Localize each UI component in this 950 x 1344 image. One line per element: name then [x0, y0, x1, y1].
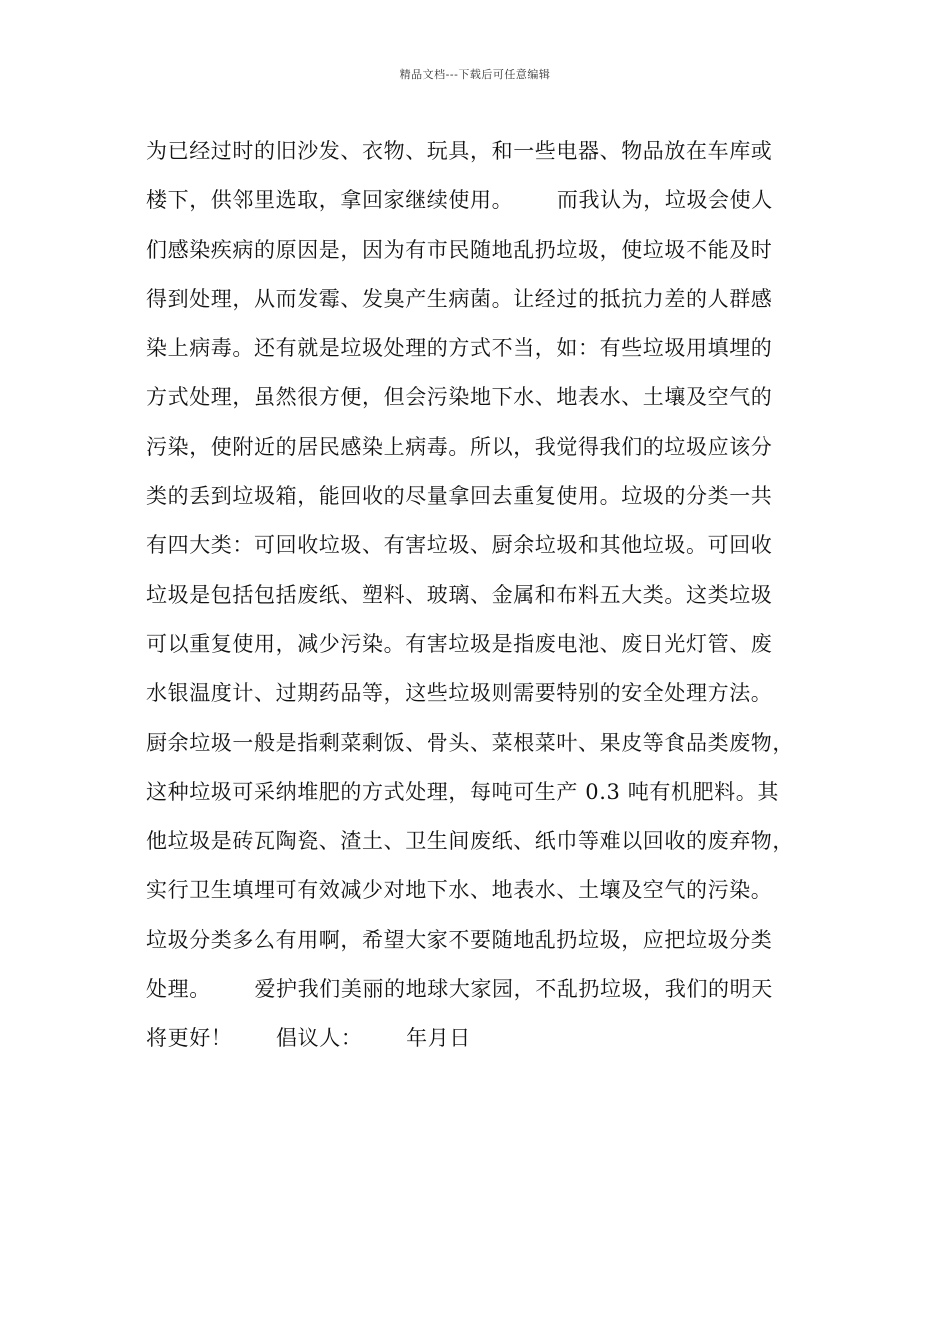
body-text: [146, 131, 846, 1068]
text-line: 他垃圾是砖瓦陶瓷、渣土、卫生间废纸、纸巾等难以回收的废弃物，: [146, 829, 794, 854]
text-line: 可以重复使用，减少污染。有害垃圾是指废电池、废日光灯管、废: [146, 631, 773, 656]
text-line: 为已经过时的旧沙发、衣物、玩具，和一些电器、物品放在车库或: [146, 139, 773, 163]
text-line: 这种垃圾可采纳堆肥的方式处理，每吨可生产 0.3 吨有机肥料。其: [146, 779, 779, 804]
text-line: 处理。 爱护我们美丽的地球大家园，不乱扔垃圾，我们的明天: [146, 977, 773, 1002]
text-line: 水银温度计、过期药品等，这些垃圾则需要特别的安全处理方法。: [146, 681, 773, 706]
text-line: 将更好！ 倡议人： 年月日: [146, 1026, 471, 1051]
text-line: 垃圾分类多么有用啊，希望大家不要随地乱扔垃圾，应把垃圾分类: [146, 927, 773, 952]
text-line: 们感染疾病的原因是，因为有市民随地乱扔垃圾，使垃圾不能及时: [146, 237, 773, 262]
text-line: 类的丢到垃圾箱，能回收的尽量拿回去重复使用。垃圾的分类一共: [146, 484, 773, 509]
text-line: 垃圾是包括包括废纸、塑料、玻璃、金属和布料五大类。这类垃圾: [146, 582, 773, 607]
text-line: 方式处理，虽然很方便，但会污染地下水、地表水、土壤及空气的: [146, 385, 773, 410]
text-line: 有四大类：可回收垃圾、有害垃圾、厨余垃圾和其他垃圾。可回收: [146, 533, 773, 558]
text-line: 得到处理，从而发霉、发臭产生病菌。让经过的抵抗力差的人群感: [146, 286, 773, 311]
text-line: 厨余垃圾一般是指剩菜剩饭、骨头、菜根菜叶、果皮等食品类废物，: [146, 730, 794, 755]
page-header: 精品文档---下载后可任意编辑: [399, 68, 551, 81]
text-line: 污染，使附近的居民感染上病毒。所以，我觉得我们的垃圾应该分: [146, 434, 773, 459]
text-line: 实行卫生填埋可有效减少对地下水、地表水、土壤及空气的污染。: [146, 878, 773, 903]
text-line: 楼下，供邻里选取，拿回家继续使用。 而我认为，垃圾会使人: [146, 188, 773, 213]
text-line: 染上病毒。还有就是垃圾处理的方式不当，如：有些垃圾用填埋的: [146, 336, 773, 361]
